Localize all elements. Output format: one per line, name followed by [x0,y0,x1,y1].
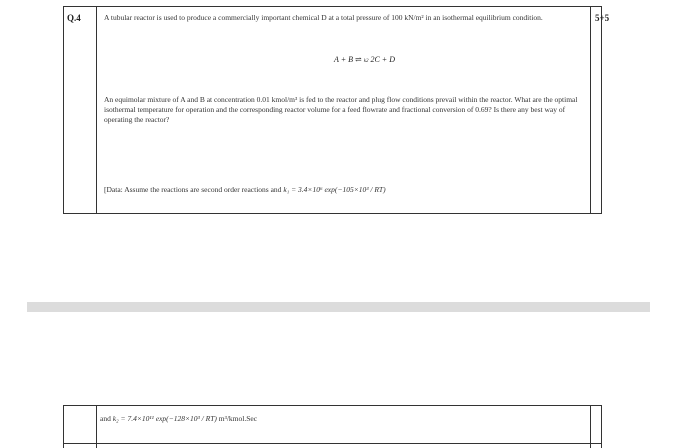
column-divider [96,7,97,213]
continued-table [63,405,602,448]
column-divider [590,7,591,213]
question-table [63,6,610,214]
data-label: [Data: Assume the reactions are second order reactions and [104,185,282,194]
reaction-equation: A + B ⇌ k2 2C + D [334,55,395,64]
equation-lhs: A + B [334,55,354,64]
row-divider [64,443,601,444]
question-intro: A tubular reactor is used to produce a commercially important chemical D at a total pressure of 100 kN/m² in an isothermal equilibrium condition. [104,13,543,22]
question-number: Q.4 [67,13,81,23]
page-break-separator [27,302,650,312]
data-expression: k₁ = 3.4×10⁶ exp(−105×10³ / RT) [283,185,386,194]
continued-data [100,414,257,423]
question-body: An equimolar mixture of A and B at concentration 0.01 kmol/m³ is fed to the reactor and plug flow conditions prevail within the reactor. What are the optimal isothermal temperature for operation and the corresponding reactor volume for a feed flowrate and fractional conversion of 0.69? Is there any best way of operating the reactor? [104,95,578,124]
column-divider [96,406,97,448]
question-marks: 5+5 [595,13,610,23]
continued-label: and [100,414,111,423]
equation-rhs: 2C + D [370,55,395,64]
continued-expression: k₂ = 7.4×10¹¹ exp(−128×10³ / RT) [112,414,217,423]
question-data [104,185,584,195]
equation-rate-constant: k2 [363,59,369,64]
column-divider [590,406,591,448]
continued-units: m³/kmol.Sec [218,414,258,423]
